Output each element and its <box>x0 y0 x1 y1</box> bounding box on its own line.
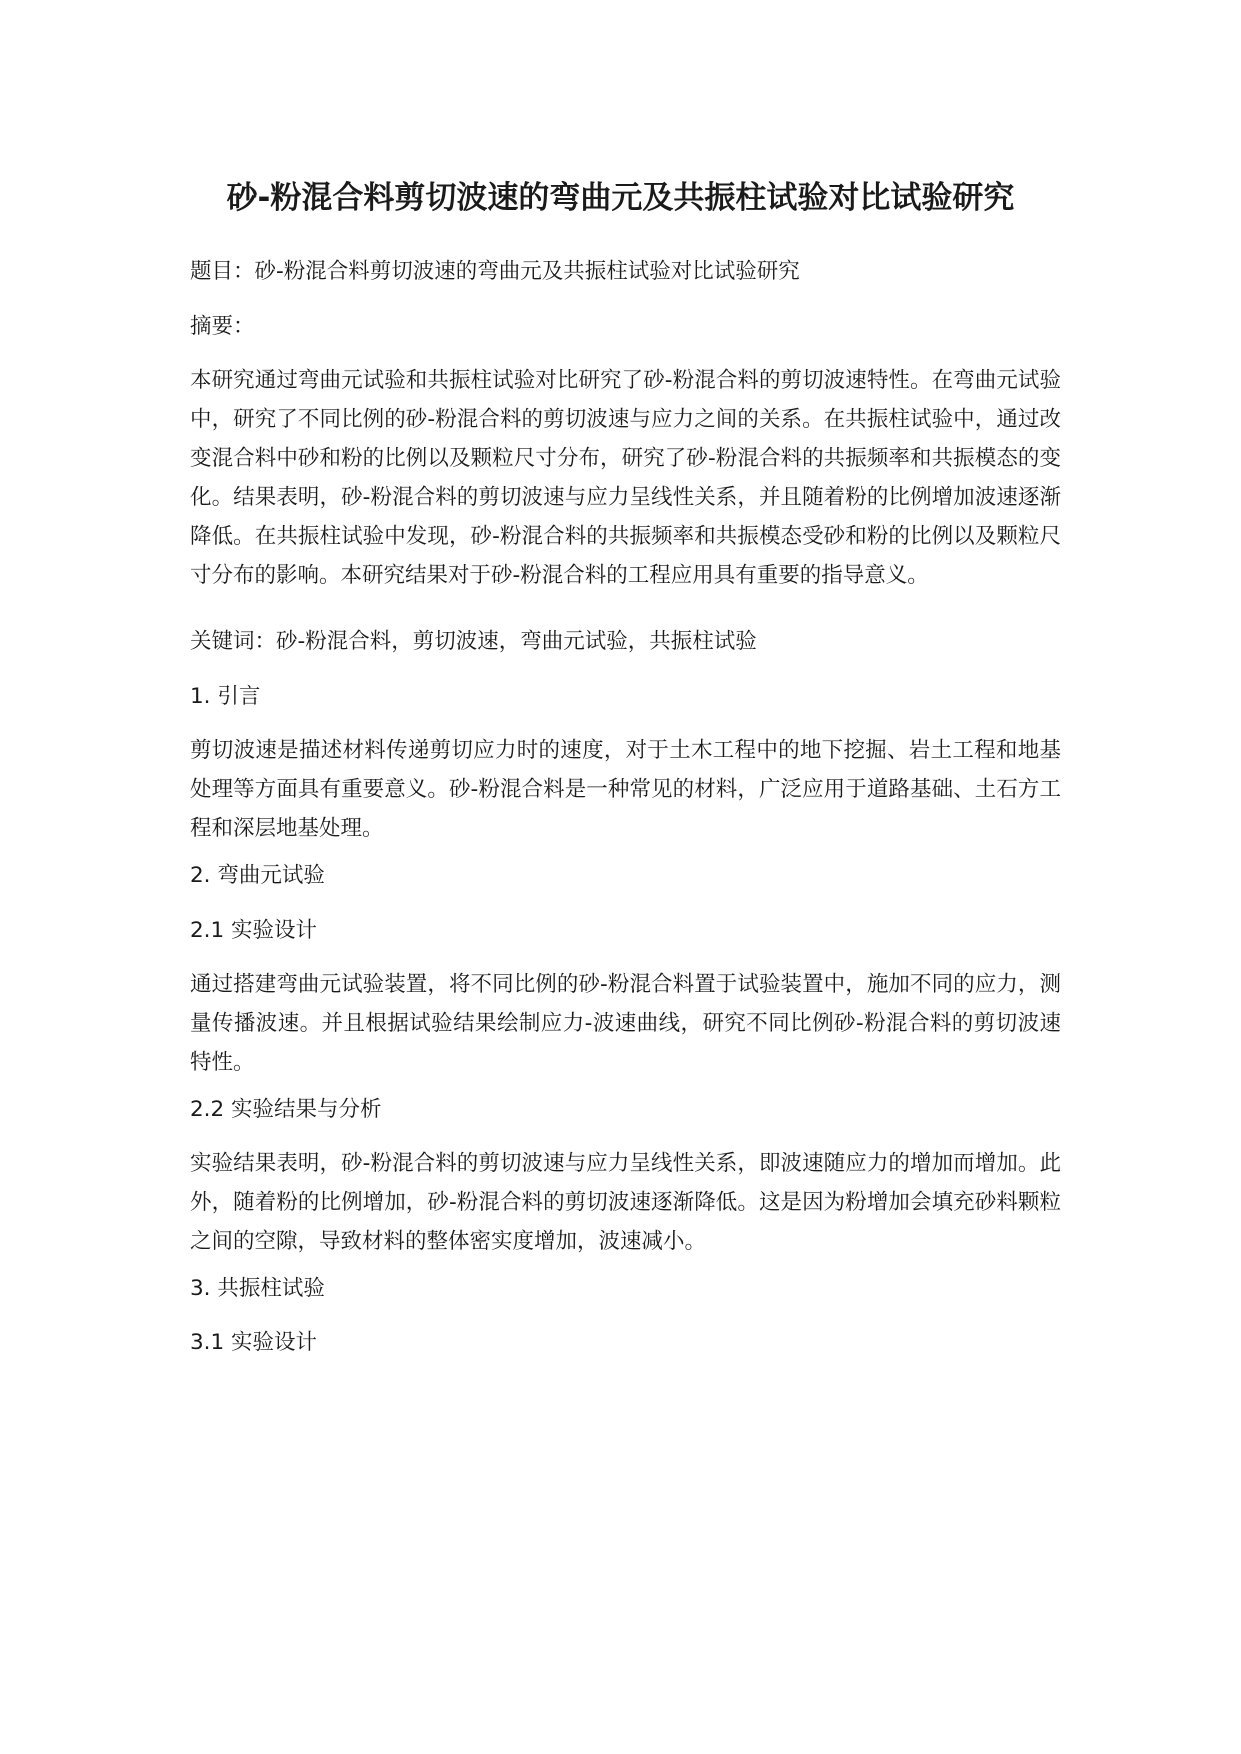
section-1-paragraph: 剪切波速是描述材料传递剪切应力时的速度，对于土木工程中的地下挖掘、岩土工程和地基处理等方面具有重要意义。砂-粉混合料是一种常见的材料，广泛应用于道路基础、土石方工程和深层地基处理。 <box>190 738 1061 841</box>
document-title: 砂-粉混合料剪切波速的弯曲元及共振柱试验对比试验研究 <box>226 180 1015 216</box>
abstract-paragraph: 本研究通过弯曲元试验和共振柱试验对比研究了砂-粉混合料的剪切波速特性。在弯曲元试验中，研究了不同比例的砂-粉混合料的剪切波速与应力之间的关系。在共振柱试验中，通过改变混合料中砂和粉的比例以及颗粒尺寸分布，研究了砂-粉混合料的共振频率和共振模态的变化。结果表明，砂-粉混合料的剪切波速与应力呈线性关系，并且随着粉的比例增加波速逐渐降低。在共振柱试验中发现，砂-粉混合料的共振频率和共振模态受砂和粉的比例以及颗粒尺寸分布的影响。本研究结果对于砂-粉混合料的工程应用具有重要的指导意义。 <box>190 368 1061 588</box>
section-3-heading: 3. 共振柱试验 <box>190 1276 325 1301</box>
section-2-2-heading: 2.2 实验结果与分析 <box>190 1097 382 1122</box>
section-3-1-heading: 3.1 实验设计 <box>190 1330 318 1355</box>
section-2-2-paragraph: 实验结果表明，砂-粉混合料的剪切波速与应力呈线性关系，即波速随应力的增加而增加。此外，随着粉的比例增加，砂-粉混合料的剪切波速逐渐降低。这是因为粉增加会填充砂料颗粒之间的空隙，导致材料的整体密实度增加，波速减小。 <box>190 1151 1061 1254</box>
section-1-heading: 1. 引言 <box>190 684 261 709</box>
section-2-1-paragraph: 通过搭建弯曲元试验装置，将不同比例的砂-粉混合料置于试验装置中，施加不同的应力，测量传播波速。并且根据试验结果绘制应力-波速曲线，研究不同比例砂-粉混合料的剪切波速特性。 <box>190 972 1061 1075</box>
keywords-line: 关键词：砂-粉混合料，剪切波速，弯曲元试验，共振柱试验 <box>190 629 757 654</box>
topic-line: 题目：砂-粉混合料剪切波速的弯曲元及共振柱试验对比试验研究 <box>190 259 800 284</box>
section-2-heading: 2. 弯曲元试验 <box>190 863 325 888</box>
section-2-1-heading: 2.1 实验设计 <box>190 918 318 943</box>
abstract-heading: 摘要： <box>190 314 255 339</box>
